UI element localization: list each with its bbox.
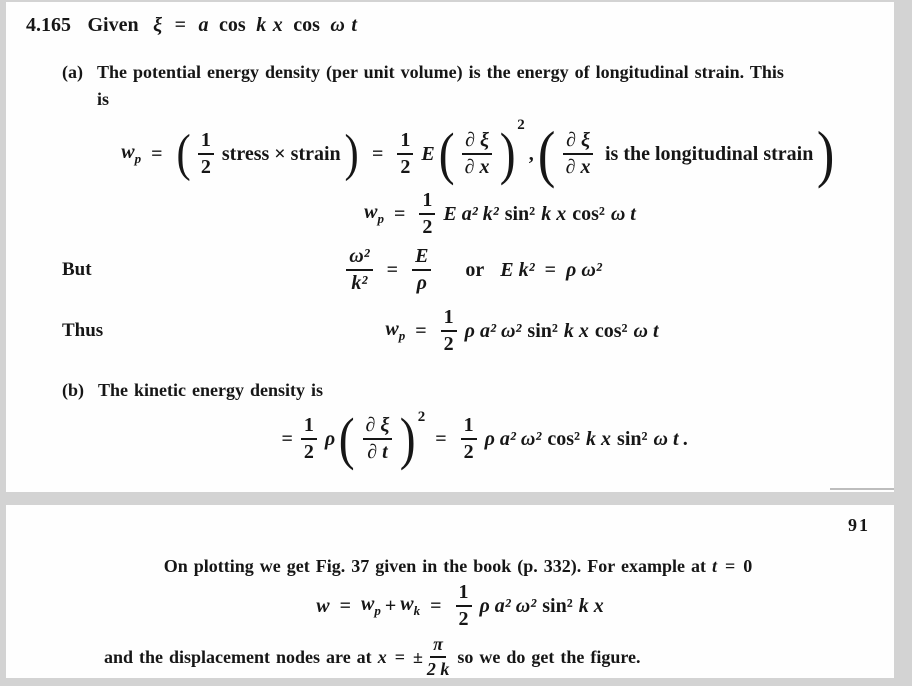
- given-cos-1: cos: [219, 14, 246, 36]
- eq1-note-derivative: $\frac{\partial \xi}{\partial x}$: [563, 130, 593, 178]
- plotting-t: t: [711, 555, 717, 576]
- equation-potential-energy-definition: [6, 111, 894, 197]
- page-1: [6, 2, 894, 492]
- thus-equals: =: [415, 319, 427, 342]
- eq6-wp: $w_p$: [361, 593, 381, 618]
- equation-total-energy: [6, 583, 894, 629]
- given-cos-2: cos: [293, 14, 320, 36]
- eq1-open-paren-1: (: [176, 125, 191, 182]
- eq2-omega-t: ω t: [610, 202, 636, 225]
- eq5-rho: ρ: [324, 427, 336, 450]
- but-or-label: or: [465, 258, 485, 281]
- paragraph-b-text: The kinetic energy density is: [98, 380, 323, 400]
- given-xi: ξ: [153, 14, 163, 36]
- eq5-omega-t-period: ω t .: [653, 427, 689, 450]
- nodes-text-start: and the displacement nodes are at: [104, 646, 372, 667]
- eq2-sin-squared: sin²: [504, 202, 536, 225]
- nodes-plus-minus: ±: [412, 646, 423, 667]
- problem-number: 4.165: [26, 14, 71, 36]
- plotting-text: On plotting we get Fig. 37 given in the book (p. 332). For example at: [163, 555, 706, 576]
- eq1-open-paren-2: (: [438, 121, 455, 186]
- eq1-equals-2: =: [372, 142, 384, 165]
- eq5-cos-squared: cos²: [547, 427, 581, 450]
- eq5-sin-squared: sin²: [617, 427, 648, 450]
- eq6-w: w: [316, 594, 330, 617]
- eq1-stress-strain: stress × strain: [221, 142, 341, 165]
- eq5-velocity-derivative: $\frac{\partial \xi}{\partial t}$: [363, 415, 393, 463]
- page-number: 91: [848, 515, 870, 535]
- thus-sin-squared: sin²: [527, 319, 558, 342]
- thus-lhs: $w_p$: [385, 318, 406, 343]
- eq5-kx: k x: [586, 427, 612, 450]
- thus-fraction-half: $\frac{1}{2}$: [441, 307, 457, 355]
- eq2-lhs: $w_p$: [364, 201, 384, 226]
- eq1-lhs: $w_p$: [121, 141, 142, 166]
- eq2-cos-squared: cos²: [572, 202, 605, 225]
- but-fraction-E-rho: $\frac{E}{\rho}$: [412, 246, 431, 294]
- eq2-kx: k x: [541, 202, 567, 225]
- eq1-strain-derivative: $\frac{\partial \xi}{\partial x}$: [462, 130, 492, 178]
- given-omega-t: ω t: [330, 14, 357, 36]
- item-b-label: (b): [62, 380, 84, 400]
- eq5-open-paren: (: [338, 406, 355, 471]
- eq1-equals-1: =: [151, 142, 163, 165]
- eq2-term-1: E a² k²: [443, 202, 499, 225]
- given-amplitude: a: [198, 14, 209, 36]
- nodes-x: x: [377, 646, 387, 667]
- thus-omega-t: ω t: [633, 319, 659, 342]
- but-rho-omega-squared: ρ ω²: [566, 258, 602, 281]
- paragraph-a-line2: is: [97, 89, 110, 109]
- eq1-note-text: is the longitudinal strain: [604, 142, 814, 165]
- eq6-plus: +: [384, 594, 397, 617]
- equation-dispersion-relation: [6, 238, 894, 302]
- eq1-youngs-modulus: E: [421, 142, 435, 165]
- equation-kinetic-energy: [6, 403, 894, 475]
- paragraph-a: [62, 59, 784, 113]
- thus-term-1: ρ a² ω²: [464, 319, 522, 342]
- thus-cos-squared: cos²: [594, 319, 628, 342]
- page-2: [6, 505, 894, 678]
- item-a-label: (a): [62, 62, 83, 82]
- nodes-equals: =: [394, 646, 405, 667]
- eq5-squared-exponent: 2: [417, 409, 426, 425]
- but-equals-1: =: [386, 258, 399, 281]
- but-fraction-omega-k: $\frac{\text{ω²}}{\text{k²}}$: [346, 246, 372, 294]
- eq2-fraction-half: $\frac{1}{2}$: [419, 190, 435, 238]
- eq2-equals: =: [393, 202, 406, 225]
- nodes-fraction-pi-2k: $\frac{\pi}{2 k}$: [426, 634, 450, 679]
- eq1-comma: ,: [528, 142, 534, 165]
- eq5-equals-1: =: [281, 427, 293, 450]
- given-kx: k x: [256, 14, 283, 36]
- eq1-close-paren-1: ): [344, 125, 359, 182]
- eq5-fraction-half-1: $\frac{1}{2}$: [301, 415, 317, 463]
- plotting-equals: =: [724, 555, 736, 576]
- eq6-wk: $w_k$: [400, 593, 421, 618]
- given-equals: =: [174, 14, 187, 36]
- eq5-close-paren: ): [400, 406, 416, 471]
- eq1-close-paren-2: ): [499, 121, 516, 186]
- eq6-fraction-half: $\frac{1}{2}$: [456, 582, 472, 630]
- nodes-paragraph: [104, 633, 640, 681]
- eq5-term-1: ρ a² ω²: [484, 427, 542, 450]
- equation-wp-elastic-form: [6, 189, 894, 238]
- thus-label: Thus: [62, 320, 104, 341]
- eq6-term-1: ρ a² ω²: [479, 594, 537, 617]
- paragraph-a-line1: The potential energy density (per unit volume) is the energy of longitudinal strain. This: [97, 62, 784, 82]
- thus-kx: k x: [563, 319, 589, 342]
- eq6-equals-1: =: [339, 594, 351, 617]
- plotting-zero: 0: [743, 555, 753, 576]
- eq1-note-open-paren: (: [537, 118, 556, 189]
- plotting-paragraph: [6, 551, 894, 581]
- eq5-fraction-half-2: $\frac{1}{2}$: [461, 415, 477, 463]
- equation-wp-final: [6, 302, 894, 360]
- eq6-kx: k x: [578, 594, 604, 617]
- but-label: But: [62, 259, 92, 280]
- scan-artifact-line: [830, 488, 894, 490]
- eq1-fraction-half-2: $\frac{1}{2}$: [397, 130, 413, 178]
- but-equals-2: =: [544, 258, 557, 281]
- eq1-note-close-paren: ): [817, 118, 835, 189]
- eq6-sin-squared: sin²: [542, 594, 573, 617]
- problem-header: [26, 14, 357, 37]
- given-label: Given: [87, 14, 139, 36]
- eq1-fraction-half-1: $\frac{1}{2}$: [198, 130, 214, 178]
- eq5-equals-2: =: [435, 427, 447, 450]
- eq6-equals-2: =: [430, 594, 442, 617]
- nodes-text-end: so we do get the figure.: [457, 646, 641, 667]
- but-Ek-squared: E k²: [500, 258, 535, 281]
- paragraph-b: [62, 380, 323, 401]
- eq1-squared-exponent: 2: [517, 117, 525, 133]
